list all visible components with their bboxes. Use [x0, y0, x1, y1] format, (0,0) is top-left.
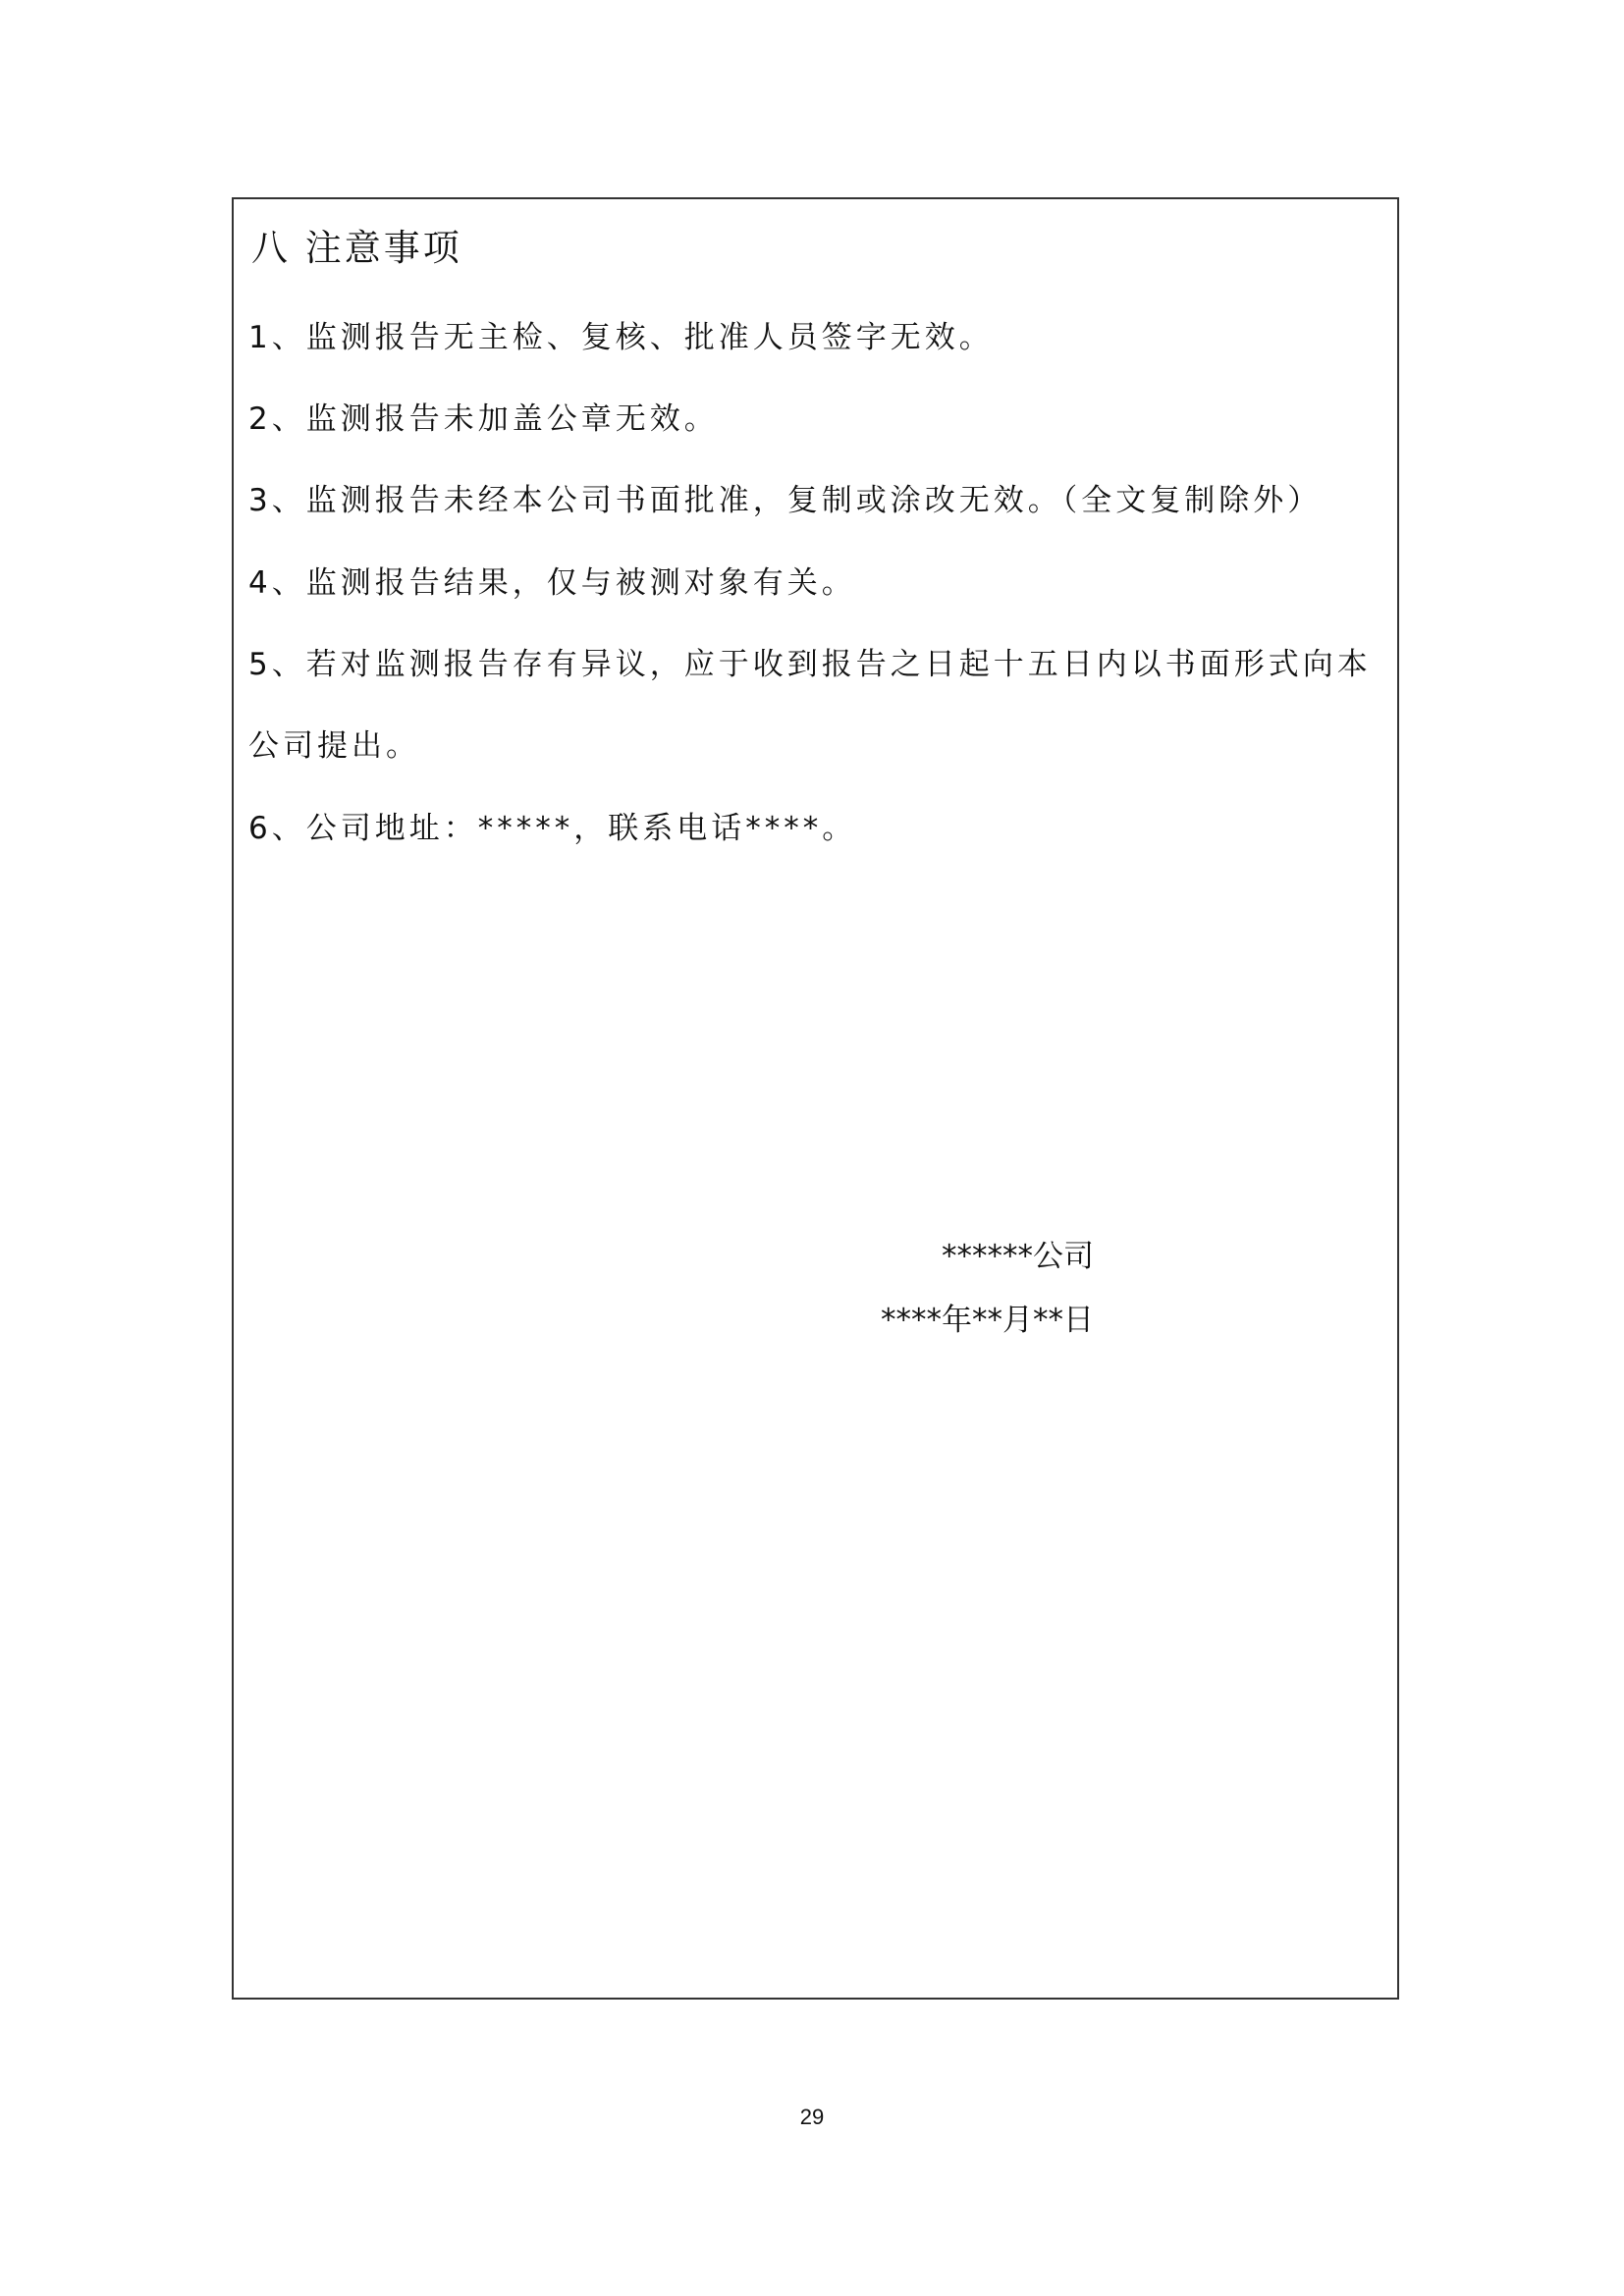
signature-date: ****年**月**日 — [881, 1303, 1094, 1338]
signature-company: ******公司 — [942, 1239, 1094, 1274]
notice-item-6: 6、公司地址：*****，联系电话****。 — [248, 811, 857, 846]
notice-item-1: 1、监测报告无主检、复核、批准人员签字无效。 — [248, 320, 994, 355]
notice-item-3: 3、监测报告未经本公司书面批准，复制或涂改无效。（全文复制除外） — [248, 483, 1323, 518]
section-heading: 八 注意事项 — [251, 227, 462, 269]
page-number: 29 — [799, 2105, 825, 2129]
notice-item-5-continued: 公司提出。 — [248, 728, 420, 764]
notice-item-2: 2、监测报告未加盖公章无效。 — [248, 401, 719, 437]
notice-item-4: 4、监测报告结果，仅与被测对象有关。 — [248, 565, 856, 601]
notice-box — [232, 197, 1399, 2000]
notice-item-5: 5、若对监测报告存有异议，应于收到报告之日起十五日内以书面形式向本 — [248, 647, 1372, 682]
